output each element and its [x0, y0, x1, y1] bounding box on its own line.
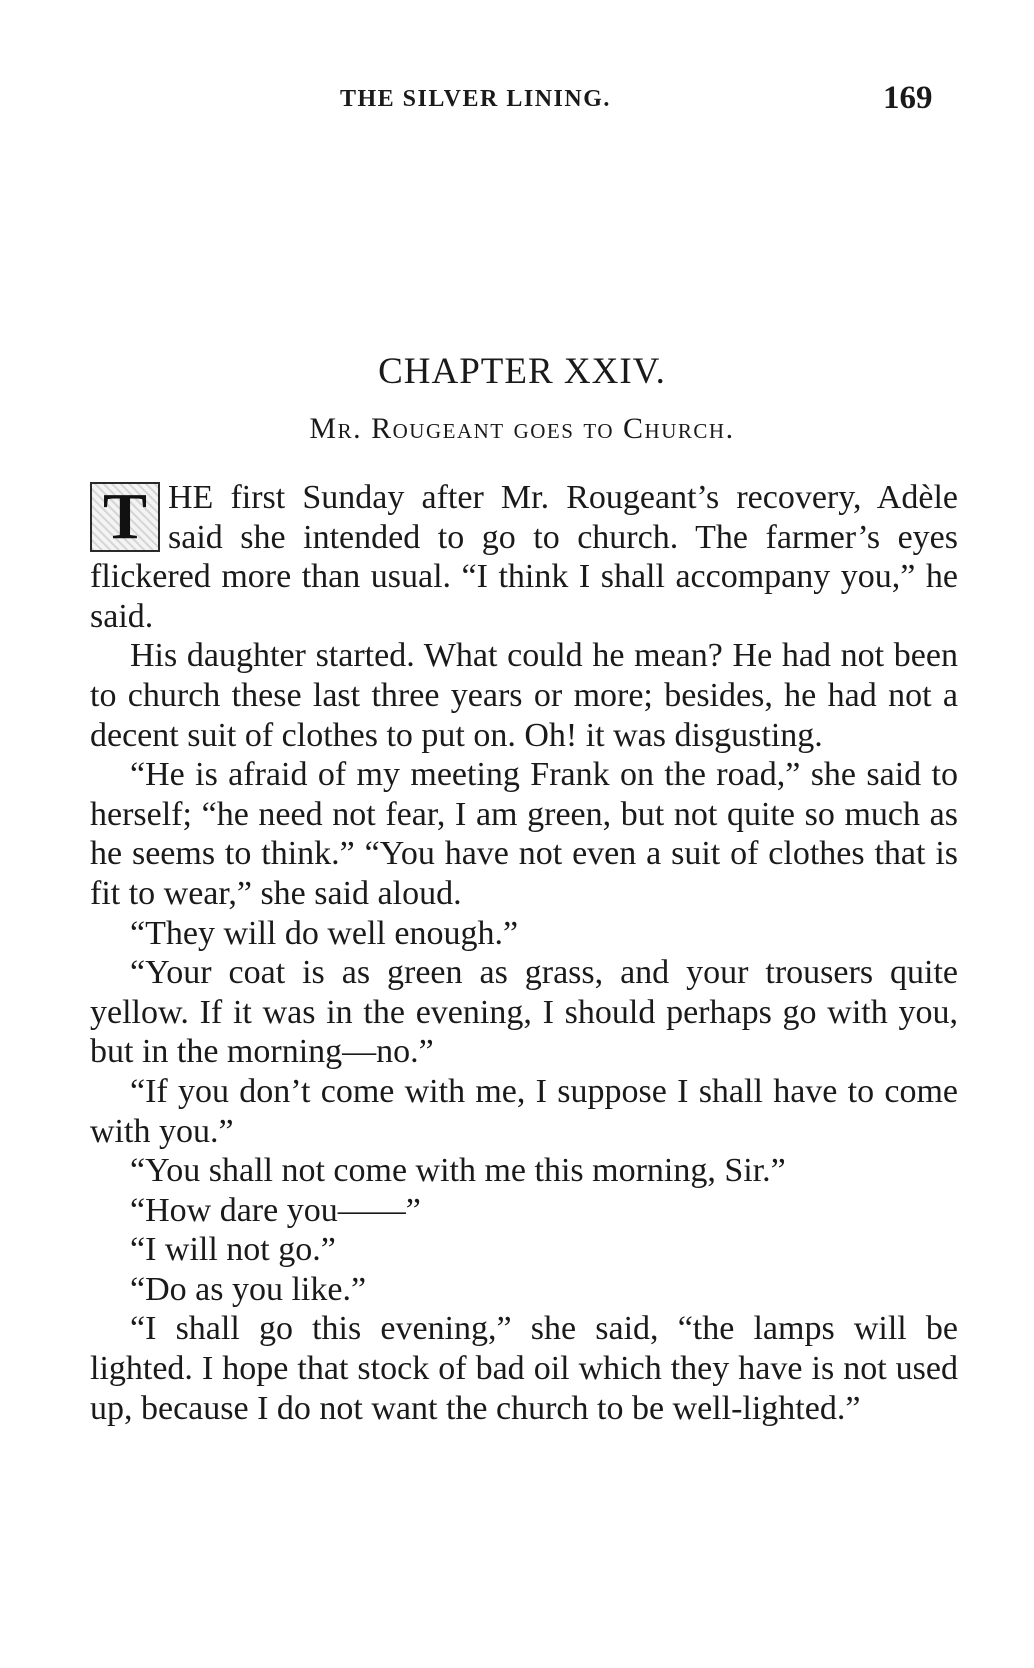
chapter-heading: CHAPTER XXIV.	[378, 351, 666, 392]
paragraph-text: HE first Sunday after Mr. Rougeant’s recovery, Adèle said she intended to go to church. The farmer’s eyes flickered more than usual. “I think I shall accompany you,” he said.	[90, 479, 958, 635]
body-text	[90, 478, 958, 1428]
paragraph-6: “If you don’t come with me, I suppose I shall have to come with you.”	[90, 1072, 958, 1150]
paragraph-4: “They will do well enough.”	[130, 914, 519, 952]
paragraph-1	[90, 478, 958, 636]
paragraph-8: “How dare you——”	[130, 1191, 421, 1229]
paragraph-10: “Do as you like.”	[130, 1270, 367, 1308]
paragraph-2: His daughter started. What could he mean? He had not been to church these last three years or more; besides, he had not a decent suit of clothes to put on. Oh! it was disgusting.	[90, 637, 958, 754]
paragraph-7: “You shall not come with me this morning, Sir.”	[130, 1152, 786, 1190]
page-number: 169	[883, 80, 933, 116]
paragraph-9: “I will not go.”	[130, 1231, 336, 1269]
ornamental-drop-cap	[90, 482, 160, 552]
chapter-subtitle: Mr. Rougeant goes to Church.	[309, 412, 735, 445]
running-title: THE SILVER LINING.	[340, 86, 611, 112]
running-header	[0, 80, 1034, 120]
paragraph-5: “Your coat is as green as grass, and your trousers quite yellow. If it was in the evening, I should perhaps go with you, but in the morning—no.”	[90, 954, 958, 1071]
paragraph-3: “He is afraid of my meeting Frank on the road,” she said to herself; “he need not fear, I am green, but not quite so much as he seems to think.” “You have not even a suit of clothes that is fit to wear,” she said aloud.	[90, 756, 958, 912]
drop-cap-letter: T	[102, 480, 148, 553]
paragraph-11: “I shall go this evening,” she said, “the lamps will be lighted. I hope that stock of bad oil which they have is not used up, because I do not want the church to be well-lighted.”	[90, 1310, 958, 1427]
